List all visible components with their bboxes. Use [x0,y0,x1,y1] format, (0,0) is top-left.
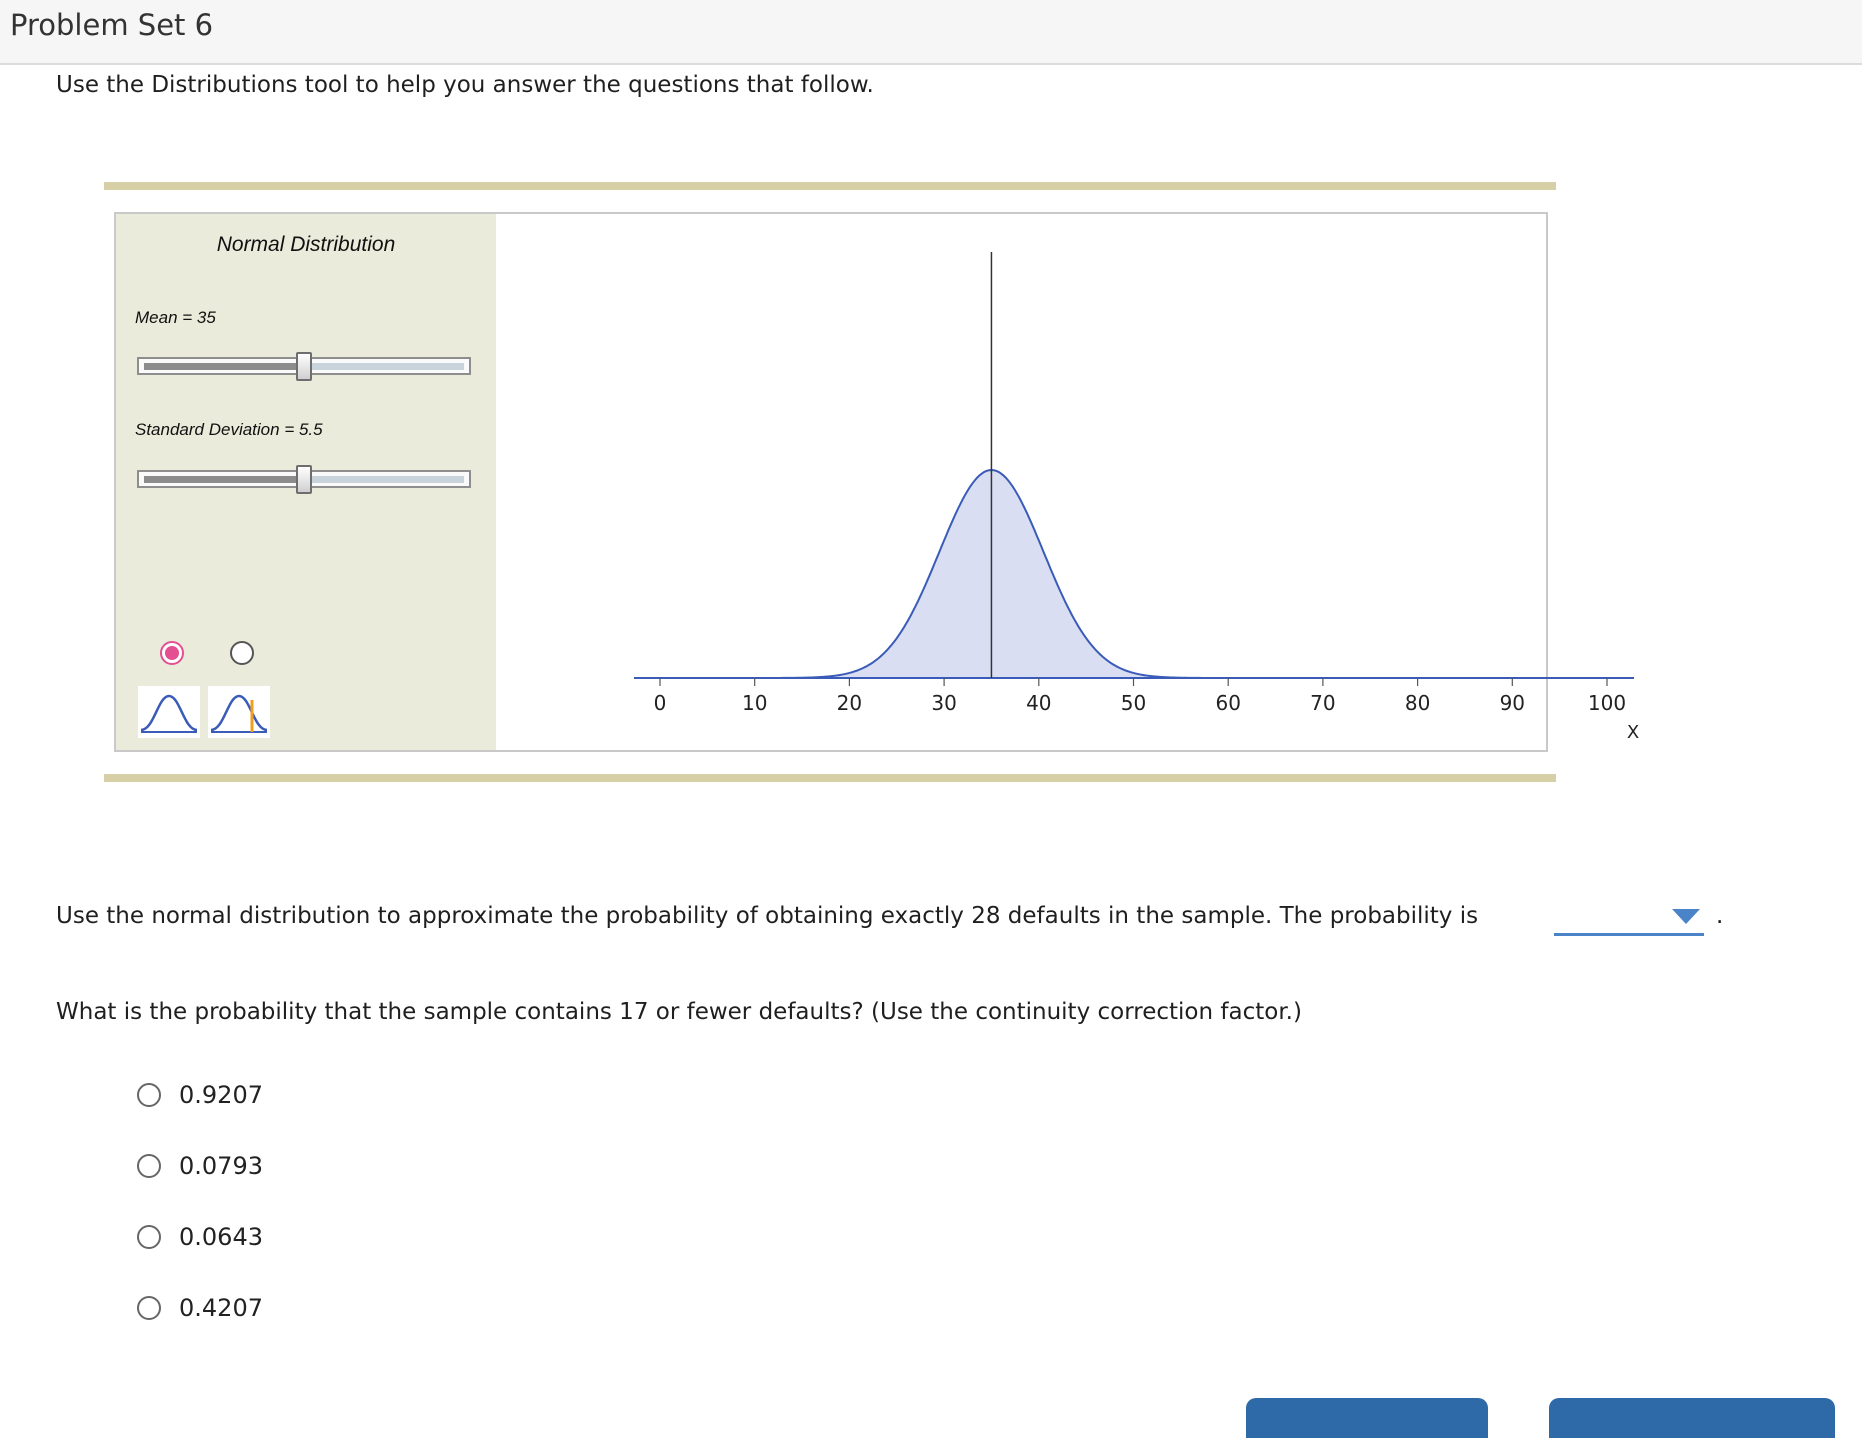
option-label: 0.0643 [179,1223,263,1251]
option-label: 0.0793 [179,1152,263,1180]
question-1-text: Use the normal distribution to approximate the probability of obtaining exactly 28 defaults in the sample. The probability is [56,903,1479,929]
x-tick-label: 50 [1120,691,1147,715]
density-mode-radio[interactable] [160,641,184,665]
cumulative-mode-radio[interactable] [230,641,254,665]
sd-label: Standard Deviation = 5.5 [135,420,323,439]
option-radio[interactable] [137,1296,161,1320]
sd-slider[interactable] [137,470,471,488]
mean-slider[interactable] [137,357,471,375]
density-area [660,470,1607,678]
density-curve-icon[interactable] [138,686,200,738]
x-tick-label: 10 [741,691,768,715]
option-label: 0.4207 [179,1294,263,1322]
x-tick-label: 20 [836,691,863,715]
x-tick-label: 90 [1499,691,1526,715]
mean-label: Mean = 35 [135,308,216,327]
x-axis-label: X [1626,722,1640,743]
intro-text: Use the Distributions tool to help you answer the questions that follow. [56,72,874,98]
page-header [0,0,1862,65]
normal-distribution-chart [496,214,1640,750]
probability-answer-dropdown[interactable] [1554,905,1704,936]
option-label: 0.9207 [179,1081,263,1109]
mean-slider-thumb[interactable] [296,352,312,381]
mean-slider-fill [144,363,297,370]
page-title: Problem Set 6 [10,8,214,42]
bottom-divider [104,774,1556,782]
x-tick-label: 40 [1026,691,1052,715]
top-divider [104,182,1556,190]
sd-slider-thumb[interactable] [296,465,312,494]
density-curve [660,470,1607,678]
sd-slider-fill [144,476,297,483]
distribution-tool [114,212,1640,752]
x-tick-label: 70 [1310,691,1336,715]
control-panel [116,214,496,750]
x-tick-label: 60 [1215,691,1241,715]
chevron-down-icon [1672,909,1700,924]
distribution-title: Normal Distribution [216,233,396,256]
sd-slider-track [307,476,464,483]
tail-probability-icon[interactable] [208,686,270,738]
footer-button-left[interactable] [1246,1398,1488,1438]
question-2-text: What is the probability that the sample contains 17 or fewer defaults? (Use the continuity correction factor.) [56,999,1302,1025]
x-tick-label: 80 [1404,691,1431,715]
option-radio[interactable] [137,1154,161,1178]
mean-slider-track [307,363,464,370]
option-radio[interactable] [137,1083,161,1107]
x-tick-label: 0 [653,691,667,715]
footer-button-right[interactable] [1549,1398,1835,1438]
question-1-suffix: . [1716,903,1724,929]
x-tick-label: 100 [1587,691,1627,715]
option-radio[interactable] [137,1225,161,1249]
x-tick-label: 30 [931,691,957,715]
